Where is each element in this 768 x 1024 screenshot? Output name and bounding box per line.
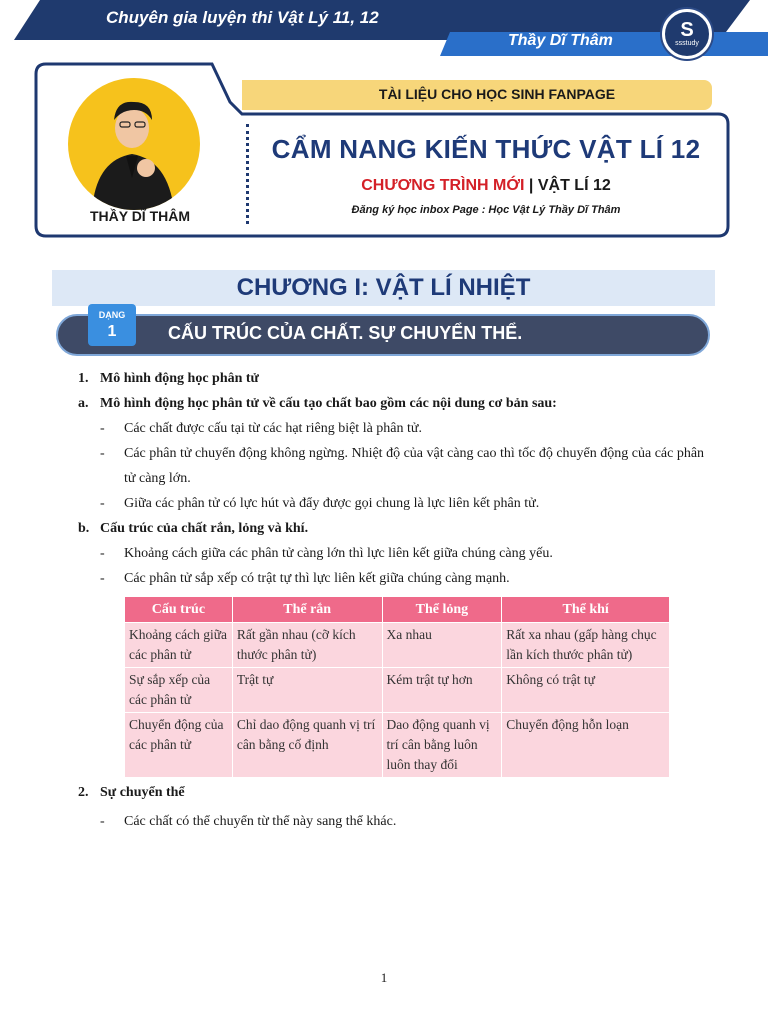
table-cell: Xa nhau [382,623,502,668]
program-separator: | [528,177,534,194]
part-a-title: Mô hình động học phân tử về cấu tạo chất bao gồm các nội dung cơ bản sau: [100,396,557,411]
part-b-marker: b. [78,521,90,536]
table-cell: Rất gần nhau (cỡ kích thước phân tử) [232,623,382,668]
register-line: Đăng ký học inbox Page : Học Vật Lý Thầy Dĩ Thâm [351,204,621,216]
states-of-matter-table [124,596,670,778]
bullet-text: Khoảng cách giữa các phân tử càng lớn thì lực liên kết giữa chúng càng yếu. [124,546,553,561]
dang-label: DẠNG [98,310,126,320]
section-2-heading [78,780,718,805]
bullet-dash: - [100,496,105,511]
table-cell: Rất xa nhau (gấp hàng chục lần kích thước phân tử) [502,623,670,668]
table-cell: Khoảng cách giữa các phân tử [125,623,233,668]
section-2-marker: 2. [78,785,89,800]
part-b-title: Cấu trúc của chất rắn, lỏng và khí. [100,521,309,536]
main-title: CẨM NANG KIẾN THỨC VẬT LÍ 12 [271,134,701,164]
table-cell: Trật tự [232,668,382,713]
section-1 [78,366,718,591]
teacher-portrait-icon [68,78,200,210]
logo-letter: S [680,19,694,41]
header-card [34,62,730,238]
table-cell: Chuyển động của các phân tử [125,713,233,778]
teacher-name: THẦY DĨ THÂM [89,208,191,224]
table-row [125,668,670,713]
table-cell: Sự sắp xếp của các phân tử [125,668,233,713]
table-cell: Không có trật tự [502,668,670,713]
teacher-avatar [68,78,200,210]
bullet-dash: - [100,421,105,436]
table-header-cell: Thể rắn [232,597,382,623]
bullet-text: Các phân tử chuyển động không ngừng. Nhiệt độ của vật càng cao thì tốc độ chuyển động của các phân tử càng lớn. [124,446,705,486]
bullet-dash: - [100,446,105,461]
bullet-text: Các chất được cấu tại từ các hạt riêng biệt là phân tử. [124,421,422,436]
table-header-cell: Cấu trúc [125,597,233,623]
page-number: 1 [380,970,388,985]
list-item [78,416,718,441]
table-cell: Kém trật tự hơn [382,668,502,713]
table-header-cell: Thể khí [502,597,670,623]
program-red: CHƯƠNG TRÌNH MỚI [361,177,525,194]
list-item [78,491,718,516]
ssstudy-logo [662,9,712,59]
bullet-dash: - [100,814,105,829]
bullet-text: Giữa các phân tử có lực hút và đẩy được gọi chung là lực liên kết phân tử. [124,496,540,511]
logo-text: ssstudy [675,40,699,47]
teacher-tag: Thầy Dĩ Thâm [508,32,613,49]
dang-badge [88,304,136,346]
chapter-title: CHƯƠNG I: VẬT LÍ NHIỆT [236,274,531,301]
bullet-dash: - [100,571,105,586]
bullet-text: Các phân tử sắp xếp có trật tự thì lực liên kết giữa chúng càng mạnh. [124,571,510,586]
table-cell: Dao động quanh vị trí cân bằng luôn luôn thay đổi [382,713,502,778]
banner-tagline: Chuyên gia luyện thi Vật Lý 11, 12 [106,8,379,27]
list-item [78,541,718,566]
table-header-cell: Thể lỏng [382,597,502,623]
top-banner [0,0,768,56]
section-1-marker: 1. [78,371,89,386]
section-1-title: Mô hình động học phân tử [100,371,259,386]
section-1-heading [78,366,718,391]
part-a-heading [78,391,718,416]
section-2 [78,780,718,834]
table-row [125,713,670,778]
table-cell: Chuyển động hỗn loạn [502,713,670,778]
table-row [125,623,670,668]
fanpage-label: TÀI LIỆU CHO HỌC SINH FANPAGE [378,86,616,102]
table-cell: Chỉ dao động quanh vị trí cân bằng cố định [232,713,382,778]
bullet-dash: - [100,546,105,561]
section-2-title: Sự chuyển thể [100,785,185,800]
program-dark: VẬT LÍ 12 [537,177,611,194]
program-line [266,177,706,195]
header-divider [246,124,249,224]
part-b-heading [78,516,718,541]
dang-title: CẤU TRÚC CỦA CHẤT. SỰ CHUYỂN THỂ. [168,323,523,343]
dang-number: 1 [107,323,117,340]
bullet-text: Các chất có thể chuyển từ thể này sang thể khác. [124,814,397,829]
list-item [78,441,718,491]
list-item [78,809,718,834]
list-item [78,566,718,591]
table-header-row [125,597,670,623]
part-a-marker: a. [78,396,89,411]
